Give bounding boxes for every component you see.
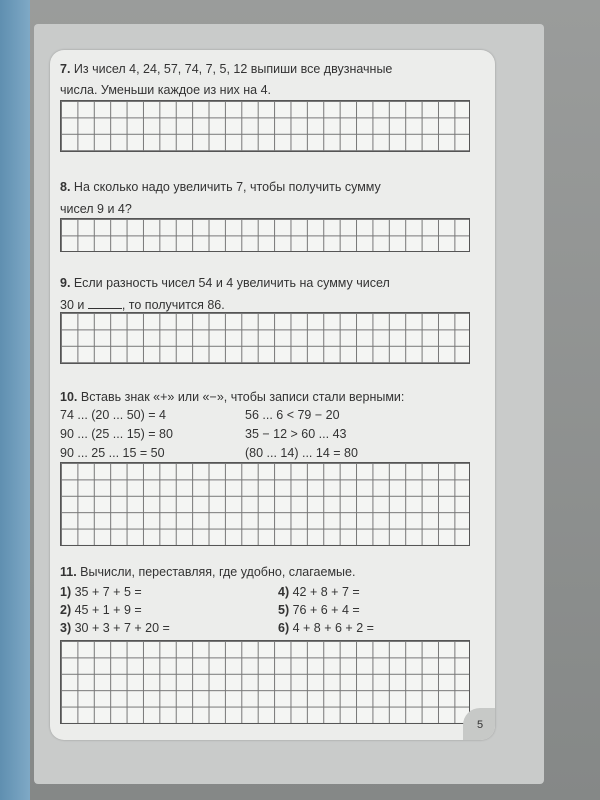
task10-right-2: 35 − 12 > 60 ... 43 <box>245 427 347 441</box>
task9-number: 9. <box>60 276 71 290</box>
task11-item-5: 5) 76 + 6 + 4 = <box>278 603 360 617</box>
task7-line2: числа. Уменьши каждое из них на 4. <box>60 83 272 97</box>
task9-blank[interactable] <box>88 298 122 309</box>
task10-left-3: 90 ... 25 ... 15 = 50 <box>60 446 165 460</box>
task11-line1: 11. Вычисли, переставляя, где удобно, слагаемые. <box>60 565 356 579</box>
task10-left-1: 74 ... (20 ... 50) = 4 <box>60 408 166 422</box>
task9-line1: 9. Если разность чисел 54 и 4 увеличить на сумму чисел <box>60 276 390 290</box>
task7-number: 7. <box>60 62 71 76</box>
task8-line1: 8. На сколько надо увеличить 7, чтобы получить сумму <box>60 180 381 194</box>
task10-right-1: 56 ... 6 < 79 − 20 <box>245 408 340 422</box>
task11-item-1: 1) 35 + 7 + 5 = <box>60 585 142 599</box>
task11-answer-grid[interactable] <box>60 640 470 724</box>
task11-item-3: 3) 30 + 3 + 7 + 20 = <box>60 621 170 635</box>
task9-line2: 30 и , то получится 86. <box>60 298 225 312</box>
task8-number: 8. <box>60 180 71 194</box>
task11-item-2: 2) 45 + 1 + 9 = <box>60 603 142 617</box>
task10-number: 10. <box>60 390 78 404</box>
book-cover-edge <box>0 0 30 800</box>
task10-line1: 10. Вставь знак «+» или «−», чтобы записи стали верными: <box>60 390 405 404</box>
task10-right-3: (80 ... 14) ... 14 = 80 <box>245 446 358 460</box>
task11-number: 11. <box>60 565 77 579</box>
task11-item-6: 6) 4 + 8 + 6 + 2 = <box>278 621 374 635</box>
task7-line1: 7. Из чисел 4, 24, 57, 74, 7, 5, 12 выпиши все двузначные <box>60 62 393 76</box>
workbook-page <box>50 50 495 740</box>
task8-answer-grid[interactable] <box>60 218 470 252</box>
page-number: 5 <box>463 708 495 740</box>
task9-answer-grid[interactable] <box>60 312 470 364</box>
task7-answer-grid[interactable] <box>60 100 470 152</box>
task10-answer-grid[interactable] <box>60 462 470 546</box>
task10-left-2: 90 ... (25 ... 15) = 80 <box>60 427 173 441</box>
task11-item-4: 4) 42 + 8 + 7 = <box>278 585 360 599</box>
task8-line2: чисел 9 и 4? <box>60 202 132 216</box>
